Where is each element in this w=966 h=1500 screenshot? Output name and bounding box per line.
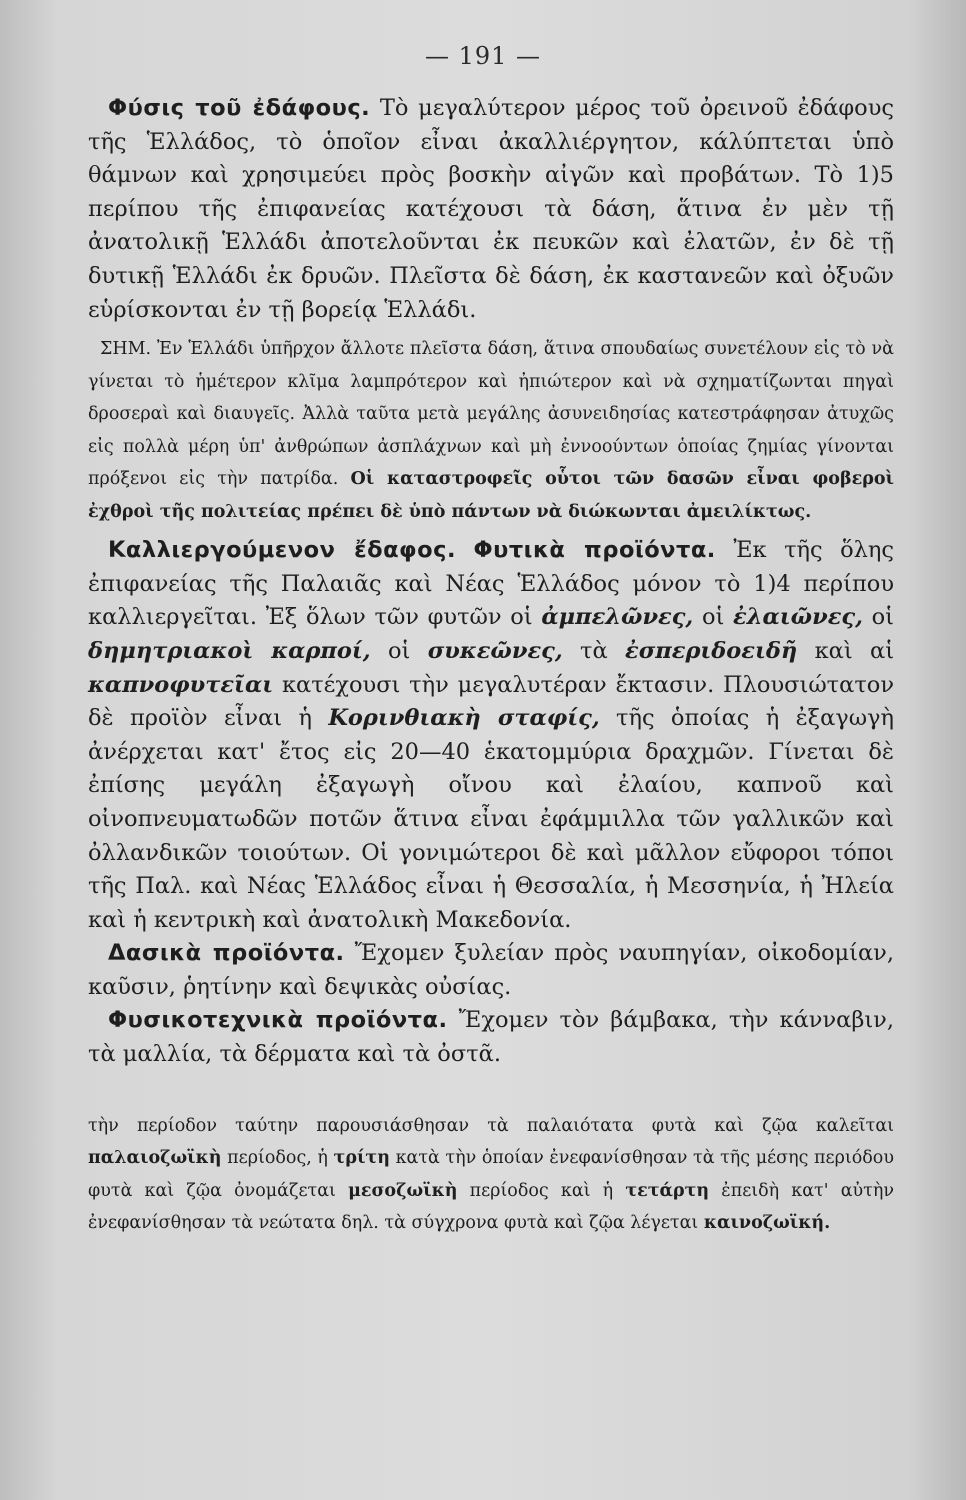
forest-products-text: Ἔχομεν ξυλείαν πρὸς ναυπηγίαν, οἰκοδομίαν, καῦσιν, ῥητίνην καὶ δεψικὰς οὐσίας.: [88, 940, 895, 1000]
page-text: [88, 92, 894, 1240]
heading-forest-products: Δασικὰ προϊόντα.: [108, 940, 345, 967]
term-mesozoic: μεσοζωϊκὴ: [348, 1180, 458, 1201]
natural-technical-text: Ἔχομεν τὸν βάμβακα, τὴν κάνναβιν, τὰ μαλλία, τὰ δέρματα καὶ τὰ ὀστᾶ.: [88, 1007, 894, 1068]
page-number: — 191 —: [424, 42, 542, 70]
paragraph-natural-technical-products: [88, 1004, 894, 1071]
footnote-text-1: τὴν περίοδον ταύτην παρουσιάσθησαν τὰ παλαιότατα φυτὰ καὶ ζῷα καλεῖται: [88, 1115, 894, 1136]
soil-nature-text: Τὸ μεγαλύτερον μέρος τοῦ ὀρεινοῦ ἐδάφους τῆς Ἑλλάδος, τὸ ὁποῖον εἶναι ἀκαλλιέργητον, κάλύπτεται ὑπὸ θάμνων καὶ χρησιμεύει πρὸς βοσκὴν αἰγῶν καὶ προβάτων. Τὸ 1)5 περίπου τῆς ἐπιφανείας κατέχουσι τὰ δάση, ἅτινα ἐν μὲν τῇ ἀνατολικῇ Ἑλλάδι ἀποτελοῦνται ἐκ πευκῶν καὶ ἐλατῶν, ἐν δὲ τῇ δυτικῇ Ἑλλάδι ἐκ δρυῶν. Πλεῖστα δὲ δάση, ἐκ καστανεῶν καὶ ὀξυῶν εὑρίσκονται ἐν τῇ βορείᾳ Ἑλλάδι.: [88, 95, 894, 323]
term-fig-orchards: συκεῶνες,: [427, 637, 563, 664]
footnote-text-2: περίοδος, ἡ: [227, 1148, 328, 1169]
term-third: τρίτη: [333, 1148, 390, 1169]
footnote-text-5: ἐπειδὴ κατ' αὐτὴν ἐνεφανίσθησαν τὰ νεώτατα δηλ. τὰ σύγχρονα φυτὰ καὶ ζῷα λέγεται: [88, 1180, 894, 1234]
cultivated-text-1: Ἐκ τῆς ὅλης ἐπιφανείας τῆς Παλαιᾶς καὶ Νέας Ἑλλάδος μόνον τὸ 1)4 περίπου καλλιεργεῖται. Ἐξ ὅλων τῶν φυτῶν οἱ: [88, 537, 894, 631]
heading-plant-products: Φυτικὰ προϊόντα.: [473, 537, 716, 564]
term-currant: Κορινθιακὴ σταφίς,: [328, 705, 600, 732]
note-label: ΣΗΜ.: [100, 339, 152, 360]
term-cereals: δημητριακοὶ καρποί,: [88, 637, 371, 664]
cultivated-text-7: κατέχουσι τὴν μεγαλυτέραν ἔκτασιν. Πλουσιώτατον δὲ προϊὸν εἶναι ἡ: [88, 671, 894, 732]
heading-natural-technical-products: Φυσικοτεχνικὰ προϊόντα.: [108, 1007, 448, 1034]
cultivated-text-4: οἱ: [387, 637, 411, 664]
cultivated-text-5: τὰ: [580, 637, 608, 664]
note-text: Ἐν Ἑλλάδι ὑπῆρχον ἄλλοτε πλεῖστα δάση, ἅτινα σπουδαίως συνετέλουν εἰς τὸ νὰ γίνεται τὸ ἡμέτερον κλῖμα λαμπρότερον καὶ ἠπιώτερον καὶ νὰ σχηματίζωνται πηγαὶ δροσεραὶ καὶ διαυγεῖς. Ἀλλὰ ταῦτα μετὰ μεγάλης ἀσυνειδησίας κατεστράφησαν ἀτυχῶς εἰς πολλὰ μέρη ὑπ' ἀνθρώπων ἀσπλάχνων καὶ μὴ ἐννοούντων ὁποίας ζημίας γίνονται πρόξενοι εἰς τὴν πατρίδα.: [88, 339, 894, 490]
term-olive-groves: ἐλαιῶνες,: [733, 604, 863, 631]
paragraph-forest-products: [88, 937, 894, 1004]
term-cenozoic: καινοζωϊκή.: [703, 1213, 831, 1234]
note-bold-text: Οἱ καταστροφεῖς οὗτοι τῶν δασῶν εἶναι φοβεροὶ ἐχθροὶ τῆς πολιτείας πρέπει δὲ ὑπὸ πάντων νὰ διώκωνται ἀμειλίκτως.: [88, 469, 894, 522]
footnote-text-3: κατὰ τὴν ὁποίαν ἐνεφανίσθησαν τὰ τῆς μέσης περιόδου φυτὰ καὶ ζῷα ὀνομάζεται: [88, 1148, 894, 1201]
footnote-text-4: περίοδος καὶ ἡ: [469, 1180, 614, 1201]
term-tobacco: καπνοφυτεῖαι: [88, 671, 274, 698]
heading-soil-nature: Φύσις τοῦ ἐδάφους.: [108, 95, 371, 121]
paragraph-cultivated-land: [88, 534, 894, 937]
paragraph-soil-nature: [88, 92, 894, 327]
term-citrus: ἐσπεριδοειδῆ: [625, 637, 798, 664]
term-vineyards: ἀμπελῶνες,: [541, 604, 694, 631]
cultivated-text-8: τῆς ὁποίας ἡ ἐξαγωγὴ ἀνέρχεται κατ' ἔτος εἰς 20—40 ἑκατομμύρια δραχμῶν. Γίνεται δὲ ἐπίσης μεγάλη ἐξαγωγὴ οἴνου καὶ ἐλαίου, καπνοῦ καὶ οἰνοπνευματωδῶν ποτῶν ἅτινα εἶναι ἐφάμμιλλα τῶν γαλλικῶν καὶ ὀλλανδικῶν τοιούτων. Οἱ γονιμώτεροι δὲ καὶ μᾶλλον εὔφοροι τόποι τῆς Παλ. καὶ Νέας Ἑλλάδος εἶναι ἡ Θεσσαλία, ἡ Μεσσηνία, ἡ Ἠλεία καὶ ἡ κεντρικὴ καὶ ἀνατολικὴ Μακεδονία.: [88, 705, 894, 933]
footnote: [88, 1110, 894, 1240]
heading-cultivated-land: Καλλιεργούμενον ἔδαφος.: [108, 537, 456, 564]
term-paleozoic: παλαιοζωϊκὴ: [88, 1148, 222, 1169]
note-forests: [88, 333, 894, 528]
cultivated-text-2: οἱ: [701, 604, 725, 631]
term-fourth: τετάρτη: [625, 1180, 710, 1201]
cultivated-text-3: οἱ: [871, 604, 894, 631]
cultivated-text-6: καὶ αἱ: [814, 637, 895, 664]
